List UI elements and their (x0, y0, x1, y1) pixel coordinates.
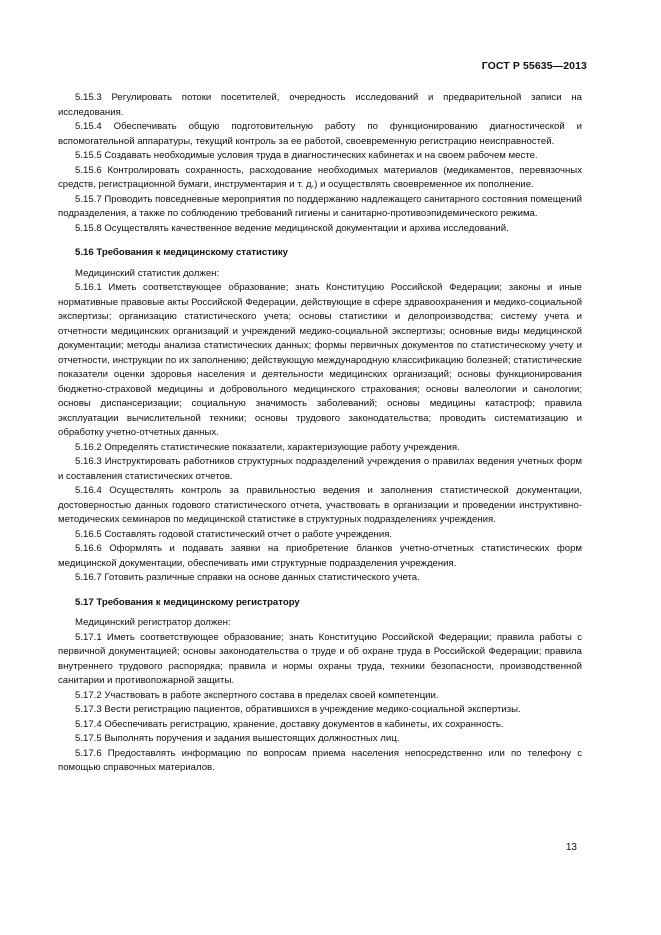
paragraph-5-15-7: 5.15.7 Проводить повседневные мероприятия по поддержанию надлежащего санитарного состояния помещений подразделения, а также по соблюдению требований гигиены и санитарно-противоэпидемического режима. (58, 193, 582, 219)
paragraph-5-17-2: 5.17.2 Участвовать в работе экспертного состава в пределах своей компетенции. (75, 689, 439, 701)
section-5-17-lead: Медицинский регистратор должен: (75, 617, 231, 628)
paragraph-5-15-3: 5.15.3 Регулировать потоки посетителей, очередность исследований и предварительной записи на исследования. (58, 92, 582, 118)
document-body (58, 91, 582, 776)
paragraph-5-16-2: 5.16.2 Определять статистические показатели, характеризующие работу учреждения. (75, 441, 460, 453)
paragraph-5-16-7: 5.16.7 Готовить различные справки на основе данных статистического учета. (75, 572, 420, 583)
paragraph-5-16-3: 5.16.3 Инструктировать работников структурных подразделений учреждения о правилах ведения учетных форм и составления статистических отчетов. (58, 456, 582, 482)
paragraph-5-17-4: 5.17.4 Обеспечивать регистрацию, хранение, доставку документов в кабинеты, их сохранность. (75, 718, 504, 730)
paragraph-5-15-8: 5.15.8 Осуществлять качественное ведение медицинской документации и архива исследований. (75, 222, 509, 234)
paragraph-5-16-6: 5.16.6 Оформлять и подавать заявки на приобретение бланков учетно-отчетных статистических форм медицинской документации, обеспечивать ими структурные подразделения учреждения. (58, 543, 582, 569)
paragraph-5-16-1: 5.16.1 Иметь соответствующее образование; знать Конституцию Российской Федерации; законы и иные нормативные правовые акты Российской Федерации, действующие в сфере здравоохранения и медико-социальной экспертизы; организацию статистического учета; основы статистики и делопроизводства; систему учета и отчетности медицинских организаций и учреждений медико-социальной экспертизы; основные виды медицинской документации; методы анализа статистических данных; формы первичных документов по статистическому учету и отчетности, инструкции по их заполнению; действующую международную классификацию болезней; статистические показатели оценки здоровья населения и деятельности медицинских организаций; основы функционирования бюджетно-страховой медицины и добровольного медицинского страхования; основы валеологии и санологии; основы диспансеризации; социальную значимость заболеваний; основы медицины катастроф; правила эксплуатации вычислительной техники; основы трудового законодательства; проводить систематизацию и обработку учетно-отчетных данных. (58, 282, 582, 438)
paragraph-5-15-4: 5.15.4 Обеспечивать общую подготовительную работу по функционированию диагностической и вспомогательной аппаратуры, текущий контроль за ее работой, своевременную регистрацию неисправностей. (58, 121, 582, 147)
paragraph-5-16-5: 5.16.5 Составлять годовой статистический отчет о работе учреждения. (75, 528, 393, 540)
standard-header: ГОСТ Р 55635—2013 (481, 60, 587, 72)
section-heading-5-17: 5.17 Требования к медицинскому регистратору (75, 596, 300, 608)
section-5-16-lead: Медицинский статистик должен: (75, 267, 220, 279)
paragraph-5-17-5: 5.17.5 Выполнять поручения и задания вышестоящих должностных лиц. (75, 733, 400, 744)
section-heading-5-16: 5.16 Требования к медицинскому статистику (75, 247, 288, 258)
paragraph-5-16-4: 5.16.4 Осуществлять контроль за правильностью ведения и заполнения статистической документации, достоверностью данных годового статистического отчета, участвовать в организации и проведении инструктивно-методических семинаров по медицинской статистике в структурных подразделениях учреждения. (58, 485, 582, 525)
paragraph-5-15-5: 5.15.5 Создавать необходимые условия труда в диагностических кабинетах и на своем рабочем месте. (75, 150, 538, 161)
paragraph-5-17-6: 5.17.6 Предоставлять информацию по вопросам приема населения непосредственно или по телефону с помощью справочных материалов. (58, 747, 582, 773)
paragraph-5-15-6: 5.15.6 Контролировать сохранность, расходование необходимых материалов (медикаментов, перевязочных средств, регистрационной бумаги, инструментария и т. д.) и осуществлять своевременное их пополнение. (58, 164, 582, 190)
page-number: 13 (565, 842, 577, 853)
paragraph-5-17-1: 5.17.1 Иметь соответствующее образование; знать Конституцию Российской Федерации; правила работы с первичной документацией; основы законодательства о труде и об охране труда в Российской Федерации; правила внутреннего трудового распорядка; правила и нормы охраны труда, техники безопасности, производственной санитарии и противопожарной защиты. (58, 631, 582, 686)
paragraph-5-17-3: 5.17.3 Вести регистрацию пациентов, обратившихся в учреждение медико-социальной экспертизы. (75, 704, 521, 715)
